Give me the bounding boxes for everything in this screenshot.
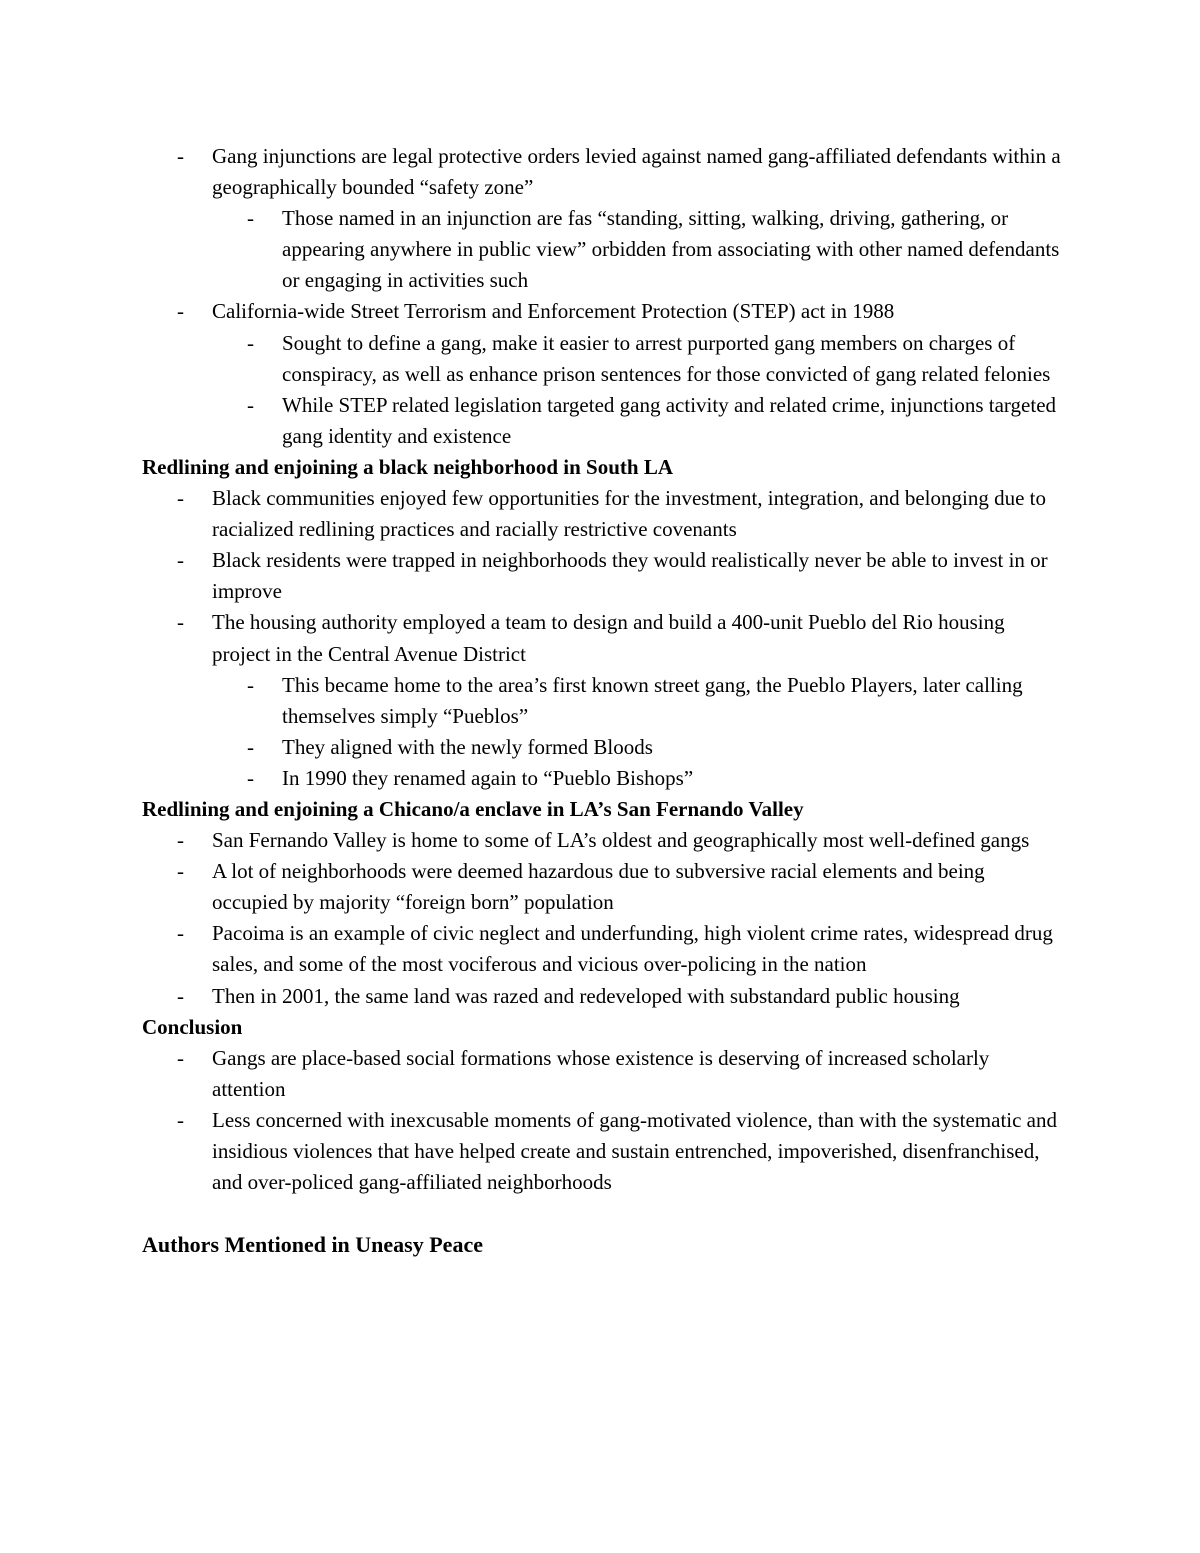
bullet-dash: - (177, 144, 184, 168)
list-item-text: Black communities enjoyed few opportunities for the investment, integration, and belonging due to racialized redlining practices and racially restrictive covenants (212, 486, 1046, 542)
section1-list (142, 483, 1062, 794)
sub-list-item (212, 732, 1062, 763)
list-item-text: A lot of neighborhoods were deemed hazardous due to subversive racial elements and being occupied by majority “foreign born” population (212, 859, 985, 915)
sub-list (212, 203, 1062, 296)
document-content (142, 141, 1062, 1260)
list-item-text: Pacoima is an example of civic neglect and underfunding, high violent crime rates, widespread drug sales, and some of the most vociferous and vicious over-policing in the nation (212, 921, 1053, 977)
list-item-text: Gangs are place-based social formations whose existence is deserving of increased scholarly attention (212, 1045, 990, 1101)
section-heading-san-fernando-valley: Redlining and enjoining a Chicano/a enclave in LA’s San Fernando Valley (142, 796, 804, 821)
list-item-text: Gang injunctions are legal protective orders levied against named gang-affiliated defendants within a geographically bounded “safety zone” (212, 144, 1061, 200)
section2-list (142, 825, 1062, 1012)
bullet-dash: - (177, 1045, 184, 1070)
bullet-dash: - (177, 1107, 184, 1132)
bullet-dash: - (177, 299, 184, 324)
bullet-dash: - (177, 610, 184, 635)
bullet-dash: - (177, 548, 184, 573)
list-item-text: California-wide Street Terrorism and Enforcement Protection (STEP) act in 1988 (212, 299, 895, 324)
list-item (142, 825, 1062, 856)
bullet-dash: - (247, 672, 254, 697)
list-item (142, 856, 1062, 918)
bullet-dash: - (177, 859, 184, 884)
section0-list (142, 141, 1062, 452)
sub-list-item (212, 203, 1062, 296)
section-heading-authors: Authors Mentioned in Uneasy Peace (142, 1232, 483, 1258)
section3-list (142, 1043, 1062, 1198)
list-item-text: San Fernando Valley is home to some of LA’s oldest and geographically most well-defined gangs (212, 828, 1030, 853)
list-item (142, 918, 1062, 980)
list-item (142, 607, 1062, 794)
bullet-dash: - (247, 734, 254, 759)
list-item (142, 545, 1062, 607)
list-item-text: Black residents were trapped in neighborhoods they would realistically never be able to invest in or improve (212, 548, 1048, 604)
bullet-dash: - (177, 486, 184, 511)
sub-list-item (212, 328, 1062, 390)
sub-list (212, 670, 1062, 794)
sub-list (212, 328, 1062, 452)
sub-list-item (212, 390, 1062, 452)
sub-list-item-text: While STEP related legislation targeted gang activity and related crime, injunctions targeted gang identity and existence (282, 392, 1057, 448)
list-item (142, 981, 1062, 1012)
list-item (142, 1043, 1062, 1105)
bullet-dash: - (247, 206, 254, 231)
list-item (142, 1105, 1062, 1198)
list-item-text: Less concerned with inexcusable moments of gang-motivated violence, than with the systematic and insidious violences that have helped create and sustain entrenched, impoverished, disenfranchised, and over-policed gang-affiliated neighborhoods (212, 1107, 1058, 1195)
bullet-dash: - (177, 983, 184, 1008)
sub-list-item (212, 763, 1062, 794)
sub-list-item-text: This became home to the area’s first known street gang, the Pueblo Players, later calling themselves simply “Pueblos” (282, 672, 1023, 728)
bullet-dash: - (247, 392, 254, 417)
sub-list-item-text: In 1990 they renamed again to “Pueblo Bishops” (282, 765, 694, 790)
sub-list-item (212, 670, 1062, 732)
sub-list-item-text: They aligned with the newly formed Bloods (282, 734, 653, 759)
list-item-text: Then in 2001, the same land was razed and redeveloped with substandard public housing (212, 983, 960, 1008)
bullet-dash: - (177, 828, 184, 853)
list-item (142, 483, 1062, 545)
blank-line (142, 1198, 1062, 1229)
sub-list-item-text: Those named in an injunction are fas “standing, sitting, walking, driving, gathering, or appearing anywhere in public view” orbidden from associating with other named defendants or engaging in activities such (282, 206, 1060, 293)
section-heading-conclusion: Conclusion (142, 1014, 243, 1039)
section-heading-south-la: Redlining and enjoining a black neighborhood in South LA (142, 454, 674, 479)
bullet-dash: - (247, 330, 254, 355)
sub-list-item-text: Sought to define a gang, make it easier to arrest purported gang members on charges of conspiracy, as well as enhance prison sentences for those convicted of gang related felonies (282, 330, 1051, 386)
bullet-dash: - (247, 765, 254, 790)
list-item-text: The housing authority employed a team to design and build a 400-unit Pueblo del Rio housing project in the Central Avenue District (212, 610, 1005, 666)
bullet-dash: - (177, 921, 184, 946)
list-item (142, 141, 1062, 296)
list-item (142, 296, 1062, 451)
